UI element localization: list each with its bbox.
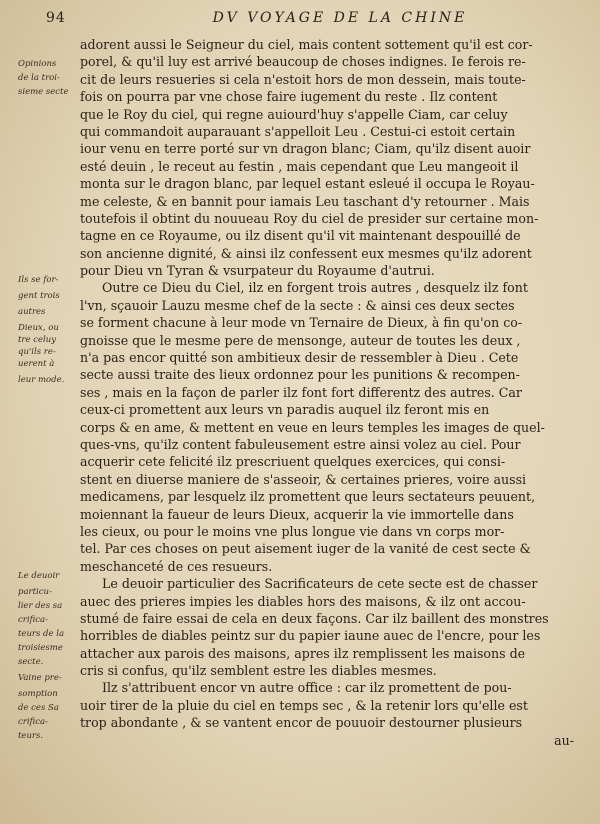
text-line: uoir tirer de la pluie du ciel en temps sec , & la retenir lors qu'elle est: [80, 697, 528, 713]
text-line: fois on pourra par vne chose faire iugement du reste . Ilz content: [80, 89, 498, 105]
text-line: secte aussi traite des lieux ordonnez pour les punitions & recompen-: [80, 367, 520, 383]
text-line: Le deuoir particulier des Sacrificateurs de cete secte est de chasser: [102, 576, 538, 592]
page-number: 94: [46, 10, 66, 26]
text-line: ques-vns, qu'ilz content fabuleusement estre ainsi volez au ciel. Pour: [80, 436, 521, 452]
text-line: trop abondante , & se vantent encor de pouuoir destourner plusieurs: [80, 715, 523, 731]
text-line: les cieux, ou pour le moins vne plus longue vie dans vn corps mor-: [80, 523, 505, 539]
marginal-note: Vaine pre-: [18, 673, 62, 683]
text-line: corps & en ame, & mettent en veue en leurs temples les images de quel-: [80, 419, 545, 435]
text-line: toutefois il obtint du nouueau Roy du ciel de presider sur certaine mon-: [80, 210, 539, 226]
marginal-note: Ils se for-: [18, 275, 59, 285]
marginal-note: teurs de la: [18, 629, 65, 639]
text-line: ceux-ci promettent aux leurs vn paradis auquel ilz feront mis en: [80, 402, 490, 418]
text-line: tel. Par ces choses on peut aisement iuger de la vanité de cest secte &: [80, 541, 531, 557]
text-line: Outre ce Dieu du Ciel, ilz en forgent trois autres , desquelz ilz font: [102, 280, 528, 296]
marginal-note: Le deuoir: [18, 571, 60, 581]
text-line: adorent aussi le Seigneur du ciel, mais content sottement qu'il est cor-: [80, 37, 533, 52]
text-line: pour Dieu vn Tyran & vsurpateur du Royaume d'autrui.: [80, 263, 435, 279]
text-line: medicamens, par lesquelz ilz promettent que leurs sectateurs peuuent,: [80, 489, 536, 505]
marginal-note: qu'ils re-: [18, 347, 56, 357]
marginal-note: gent trois: [18, 291, 60, 301]
text-line: esté deuin , le receut au festin , mais cependant que Leu mangeoit il: [80, 158, 519, 174]
text-line: horribles de diables peintz sur du papier iaune auec de l'encre, pour les: [80, 628, 541, 644]
text-line: moiennant la faueur de leurs Dieux, acquerir la vie immortelle dans: [80, 506, 514, 522]
marginal-note: troisiesme: [18, 643, 63, 653]
text-line: auec des prieres impies les diables hors des maisons, & ilz ont accou-: [80, 593, 526, 609]
marginal-note: Dieux, ou: [18, 323, 59, 333]
text-line: meschanceté de ces resueurs.: [80, 558, 273, 574]
text-line: attacher aux parois des maisons, apres ilz remplissent les maisons de: [80, 645, 526, 661]
text-line: monta sur le dragon blanc, par lequel estant esleué il occupa le Royau-: [80, 176, 535, 192]
text-line: Ilz s'attribuent encor vn autre office : car ilz promettent de pou-: [102, 680, 512, 696]
text-line: cris si confus, qu'ilz semblent estre les diables mesmes.: [80, 663, 437, 679]
marginal-note: Opinions: [18, 59, 57, 69]
marginal-note: leur mode.: [18, 375, 65, 385]
marginal-note: crifica-: [18, 717, 48, 727]
text-line: l'vn, sçauoir Lauzu mesme chef de la secte : & ainsi ces deux sectes: [80, 297, 515, 313]
text-line: son ancienne dignité, & ainsi ilz confessent eux mesmes qu'ilz adorent: [80, 245, 532, 261]
marginal-notes: [18, 0, 76, 824]
marginal-note: de ces Sa: [18, 703, 59, 713]
marginal-note: tre celuy: [18, 335, 56, 345]
text-line: acquerir cete felicité ilz prescriuent quelques exercices, qui consi-: [80, 454, 506, 470]
running-head: DV VOYAGE DE LA CHINE: [212, 10, 468, 26]
text-line: tagne en ce Royaume, ou ilz disent qu'il vit maintenant despouillé de: [80, 228, 521, 244]
marginal-note: secte.: [18, 657, 44, 667]
page-header: [46, 10, 574, 32]
marginal-note: sieme secte: [18, 87, 69, 97]
marginal-note: somption: [18, 689, 58, 699]
text-line: iour venu en terre porté sur vn dragon blanc; Ciam, qu'ilz disent auoir: [80, 141, 531, 157]
catchword: au-: [554, 732, 574, 748]
text-line: gnoisse que le mesme pere de mensonge, auteur de toutes les deux ,: [80, 332, 521, 348]
text-line: me celeste, & en bannit pour iamais Leu taschant d'y retourner . Mais: [80, 193, 530, 209]
body-text: [80, 36, 574, 749]
text-line: qui commandoit auparauant s'appelloit Leu . Cestui-ci estoit certain: [80, 123, 516, 139]
text-line: porel, & qu'il luy est arrivé beaucoup de choses indignes. Ie ferois re-: [80, 54, 526, 70]
marginal-note: uerent à: [18, 359, 55, 369]
marginal-note: particu-: [18, 587, 52, 597]
text-line: stumé de faire essai de cela en deux façons. Car ilz baillent des monstres: [80, 610, 549, 626]
marginal-note: teurs.: [18, 731, 44, 741]
text-line: stent en diuerse maniere de s'asseoir, & certaines prieres, voire aussi: [80, 471, 527, 487]
marginal-note: autres: [18, 307, 46, 317]
text-line: n'a pas encor quitté son ambitieux desir de ressembler à Dieu . Cete: [80, 350, 519, 366]
text-line: que le Roy du ciel, qui regne auiourd'huy s'appelle Ciam, car celuy: [80, 106, 508, 122]
marginal-note: crifica-: [18, 615, 48, 625]
text-line: se forment chacune à leur mode vn Ternaire de Dieux, à fin qu'on co-: [80, 315, 523, 331]
text-line: ses , mais en la façon de parler ilz font fort differentz des autres. Car: [80, 384, 522, 400]
text-line: cit de leurs resueries si cela n'estoit hors de mon dessein, mais toute-: [80, 71, 526, 87]
marginal-note: lier des sa: [18, 601, 63, 611]
marginal-note: de la troi-: [18, 73, 60, 83]
